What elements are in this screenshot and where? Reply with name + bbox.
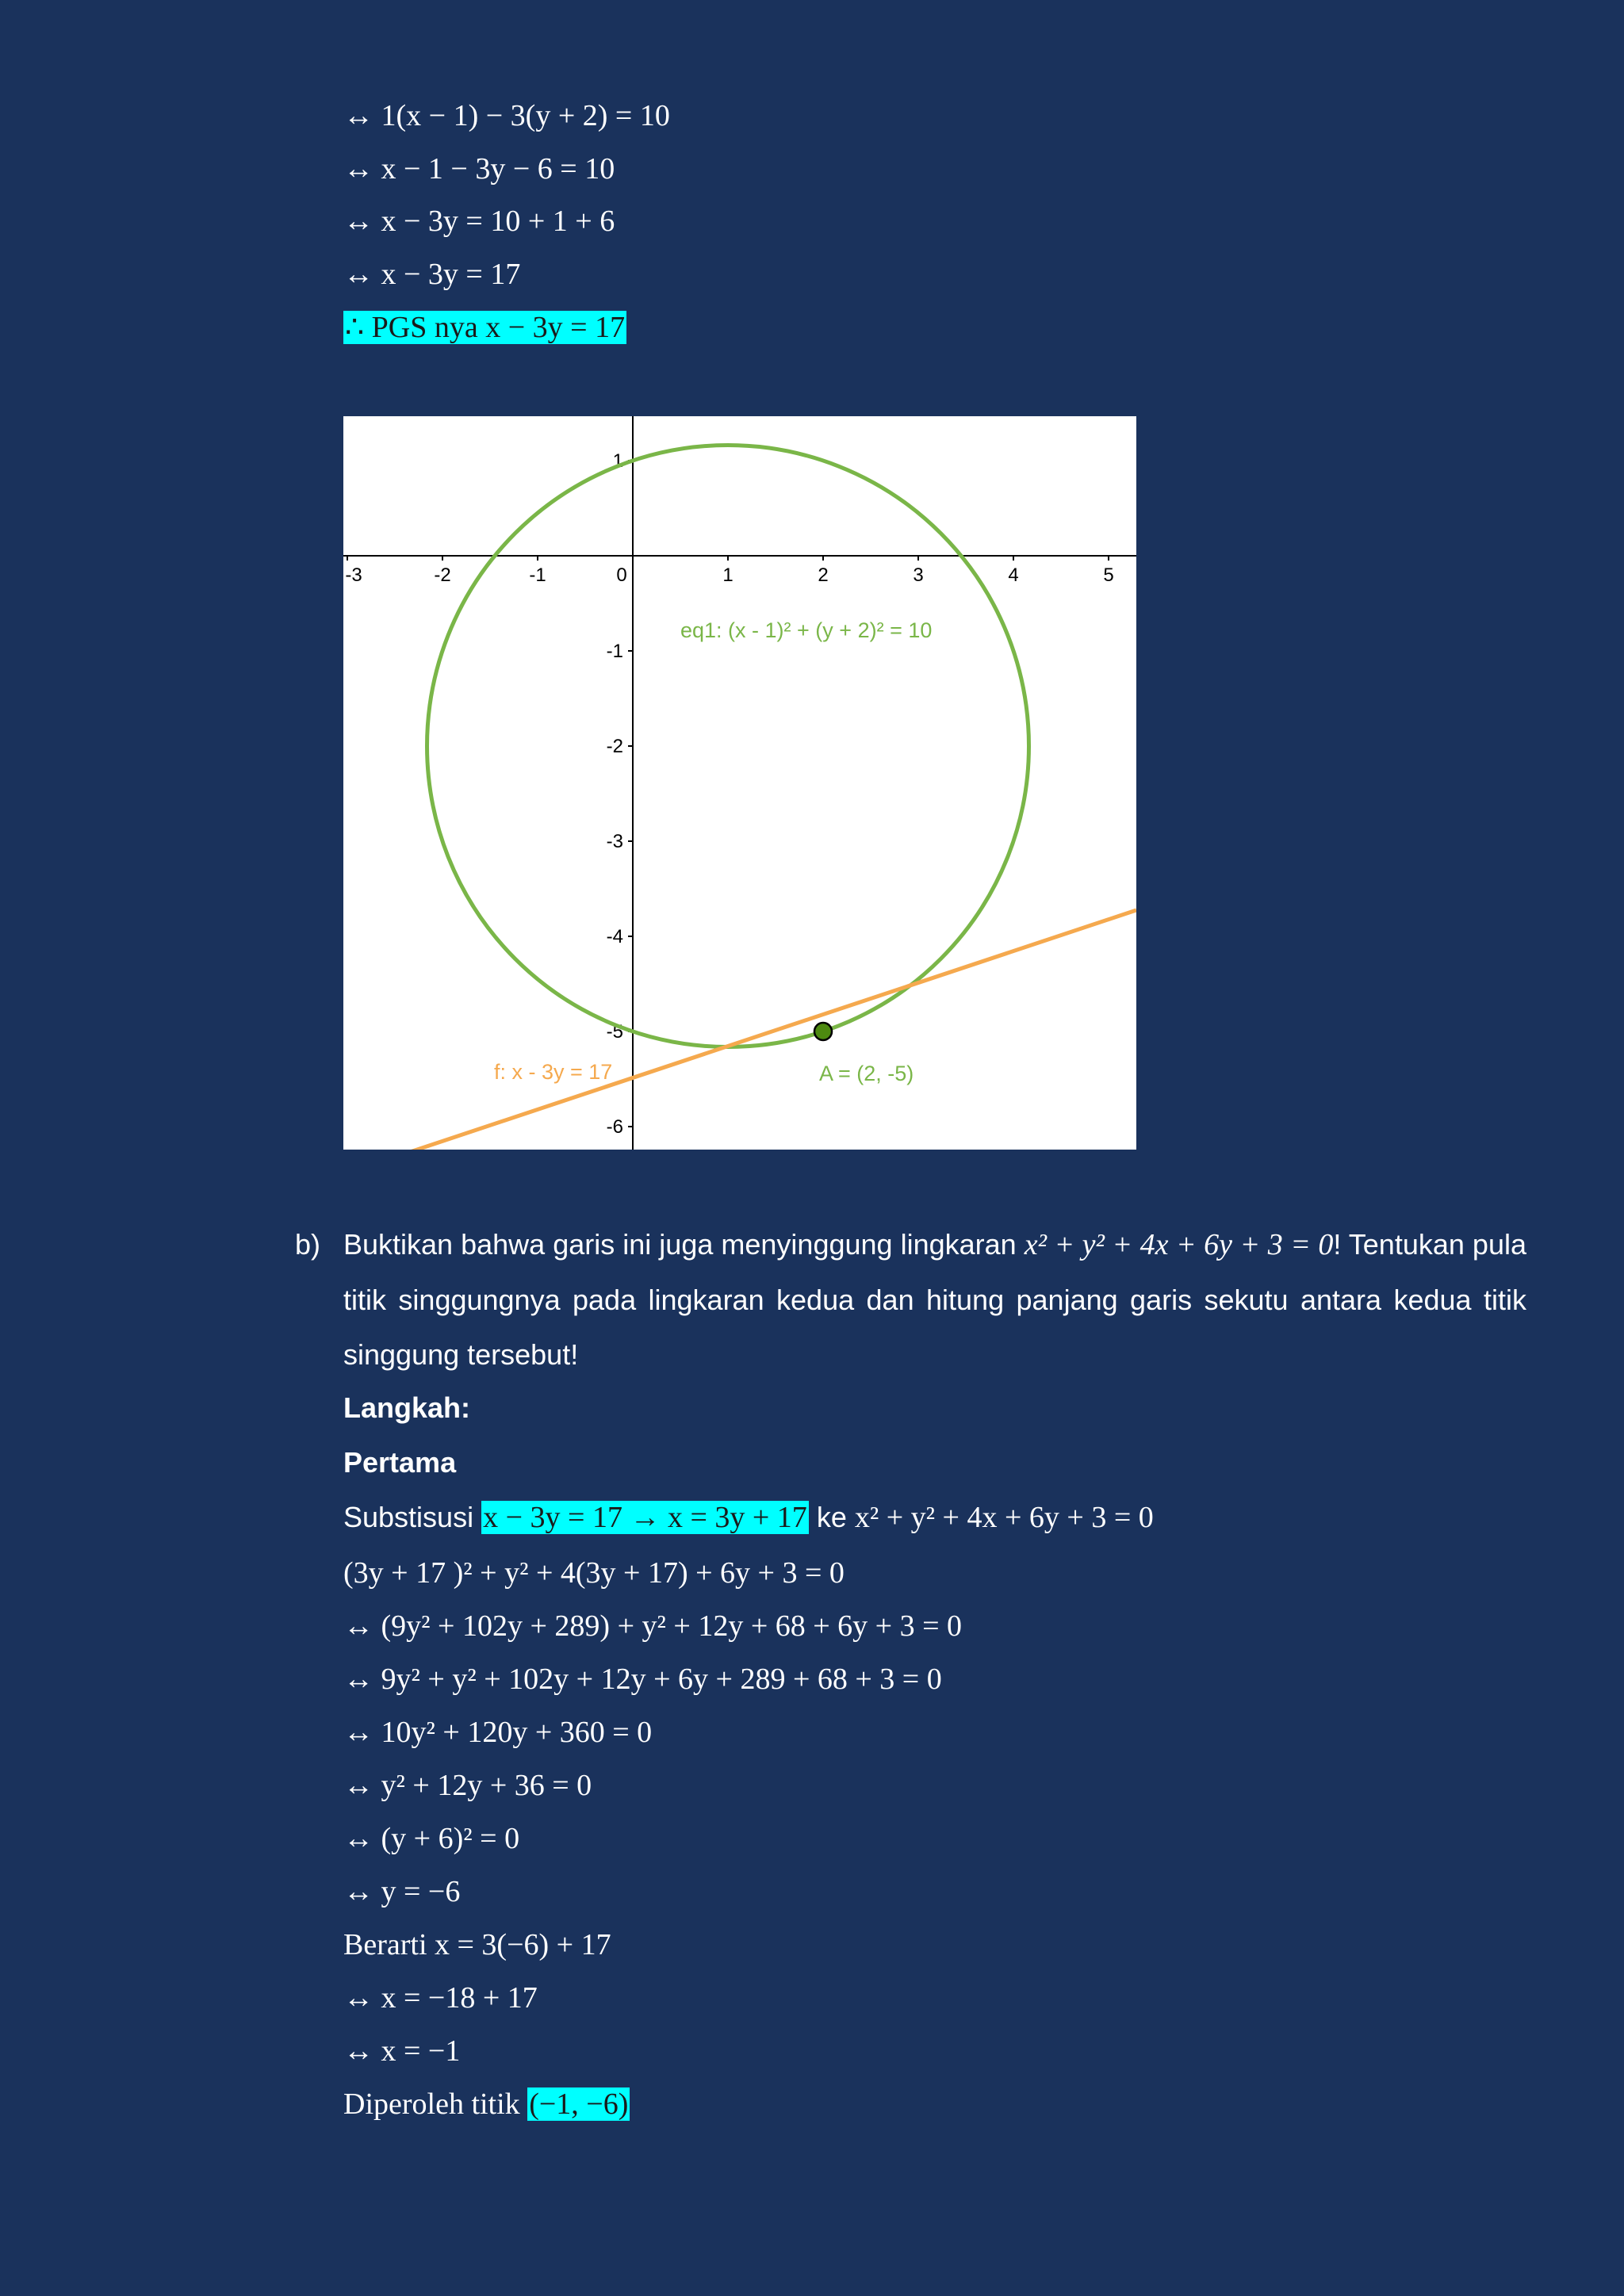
y-tick-label: -2 xyxy=(606,736,623,757)
step-line: ↔ (y + 6)² = 0 xyxy=(343,1822,520,1855)
problem-text-2: ! Tentukan pula titik singgungnya pada lingkaran kedua dan hitung panjang garis sekutu antara kedua titik singgung tersebut! xyxy=(343,1228,1526,1371)
x-tick-label: -2 xyxy=(434,564,451,586)
y-tick-label: -4 xyxy=(606,926,623,947)
geogebra-graph xyxy=(343,416,1136,1150)
substitusi-line xyxy=(343,1498,1154,1537)
y-tick-label: -5 xyxy=(606,1021,623,1043)
circle-label: eq1: (x - 1)² + (y + 2)² = 10 xyxy=(680,618,933,642)
y-tick-label: -1 xyxy=(606,641,623,662)
point-label: A = (2, -5) xyxy=(819,1062,914,1085)
x-tick-label: 0 xyxy=(616,564,627,586)
point-a xyxy=(814,1023,832,1040)
step-line: ↔ 1(x − 1) − 3(y + 2) = 10 xyxy=(343,99,670,132)
result-highlight: (−1, −6) xyxy=(529,2087,629,2121)
substitusi-prefix: Substisusi xyxy=(343,1501,482,1533)
step-line: ↔ y² + 12y + 36 = 0 xyxy=(343,1769,592,1802)
conclusion-highlight: ∴ PGS nya x − 3y = 17 xyxy=(345,311,626,344)
result-line xyxy=(343,2084,630,2124)
x-tick-label: 5 xyxy=(1103,564,1114,586)
y-tick-group xyxy=(607,450,633,1138)
substitusi-middle: ke xyxy=(808,1501,855,1533)
x-tick-label: 4 xyxy=(1008,564,1019,586)
step-line: ↔ x − 3y = 17 xyxy=(343,258,521,291)
problem-paragraph xyxy=(343,1217,1526,1382)
tangent-line xyxy=(343,910,1136,1150)
x-tick-label: 2 xyxy=(818,564,829,586)
step-line: ↔ 10y² + 120y + 360 = 0 xyxy=(343,1716,653,1749)
problem-equation: x² + y² + 4x + 6y + 3 = 0 xyxy=(1024,1228,1334,1261)
step-line: ↔ x = −18 + 17 xyxy=(343,1981,538,2015)
part-marker: b) xyxy=(295,1228,321,1261)
result-prefix: Diperoleh titik xyxy=(343,2087,528,2121)
line-label: f: x - 3y = 17 xyxy=(494,1060,613,1084)
langkah-heading: Langkah: xyxy=(343,1391,471,1424)
x-tick-label: -3 xyxy=(345,564,362,586)
step-line: ↔ 9y² + y² + 102y + 12y + 6y + 289 + 68 + 3 = 0 xyxy=(343,1663,942,1696)
x-tick-group xyxy=(345,556,1113,586)
circle-eq1 xyxy=(427,446,1029,1047)
step-line: ↔ x = −1 xyxy=(343,2034,461,2068)
y-tick-label: -6 xyxy=(606,1116,623,1138)
step-line: ↔ (9y² + 102y + 289) + y² + 12y + 68 + 6y + 3 = 0 xyxy=(343,1609,963,1643)
substitusi-equation: x² + y² + 4x + 6y + 3 = 0 xyxy=(854,1501,1154,1534)
x-tick-label: -1 xyxy=(529,564,546,586)
step-line: ↔ x − 3y = 10 + 1 + 6 xyxy=(343,205,615,238)
step-line: ↔ x − 1 − 3y − 6 = 10 xyxy=(343,152,615,186)
x-tick-label: 1 xyxy=(722,564,733,586)
step-line: ↔ y = −6 xyxy=(343,1875,461,1908)
conclusion-line xyxy=(343,308,626,347)
substitusi-highlight: x − 3y = 17 → x = 3y + 17 xyxy=(483,1501,807,1534)
y-tick-label: -3 xyxy=(606,831,623,852)
step-line: (3y + 17 )² + y² + 4(3y + 17) + 6y + 3 = 0 xyxy=(343,1556,845,1590)
x-tick-label: 3 xyxy=(913,564,924,586)
problem-text-1: Buktikan bahwa garis ini juga menyinggung lingkaran xyxy=(343,1228,1025,1261)
pertama-heading: Pertama xyxy=(343,1446,457,1479)
step-line: Berarti x = 3(−6) + 17 xyxy=(343,1928,611,1961)
y-tick-label: 1 xyxy=(612,450,623,472)
